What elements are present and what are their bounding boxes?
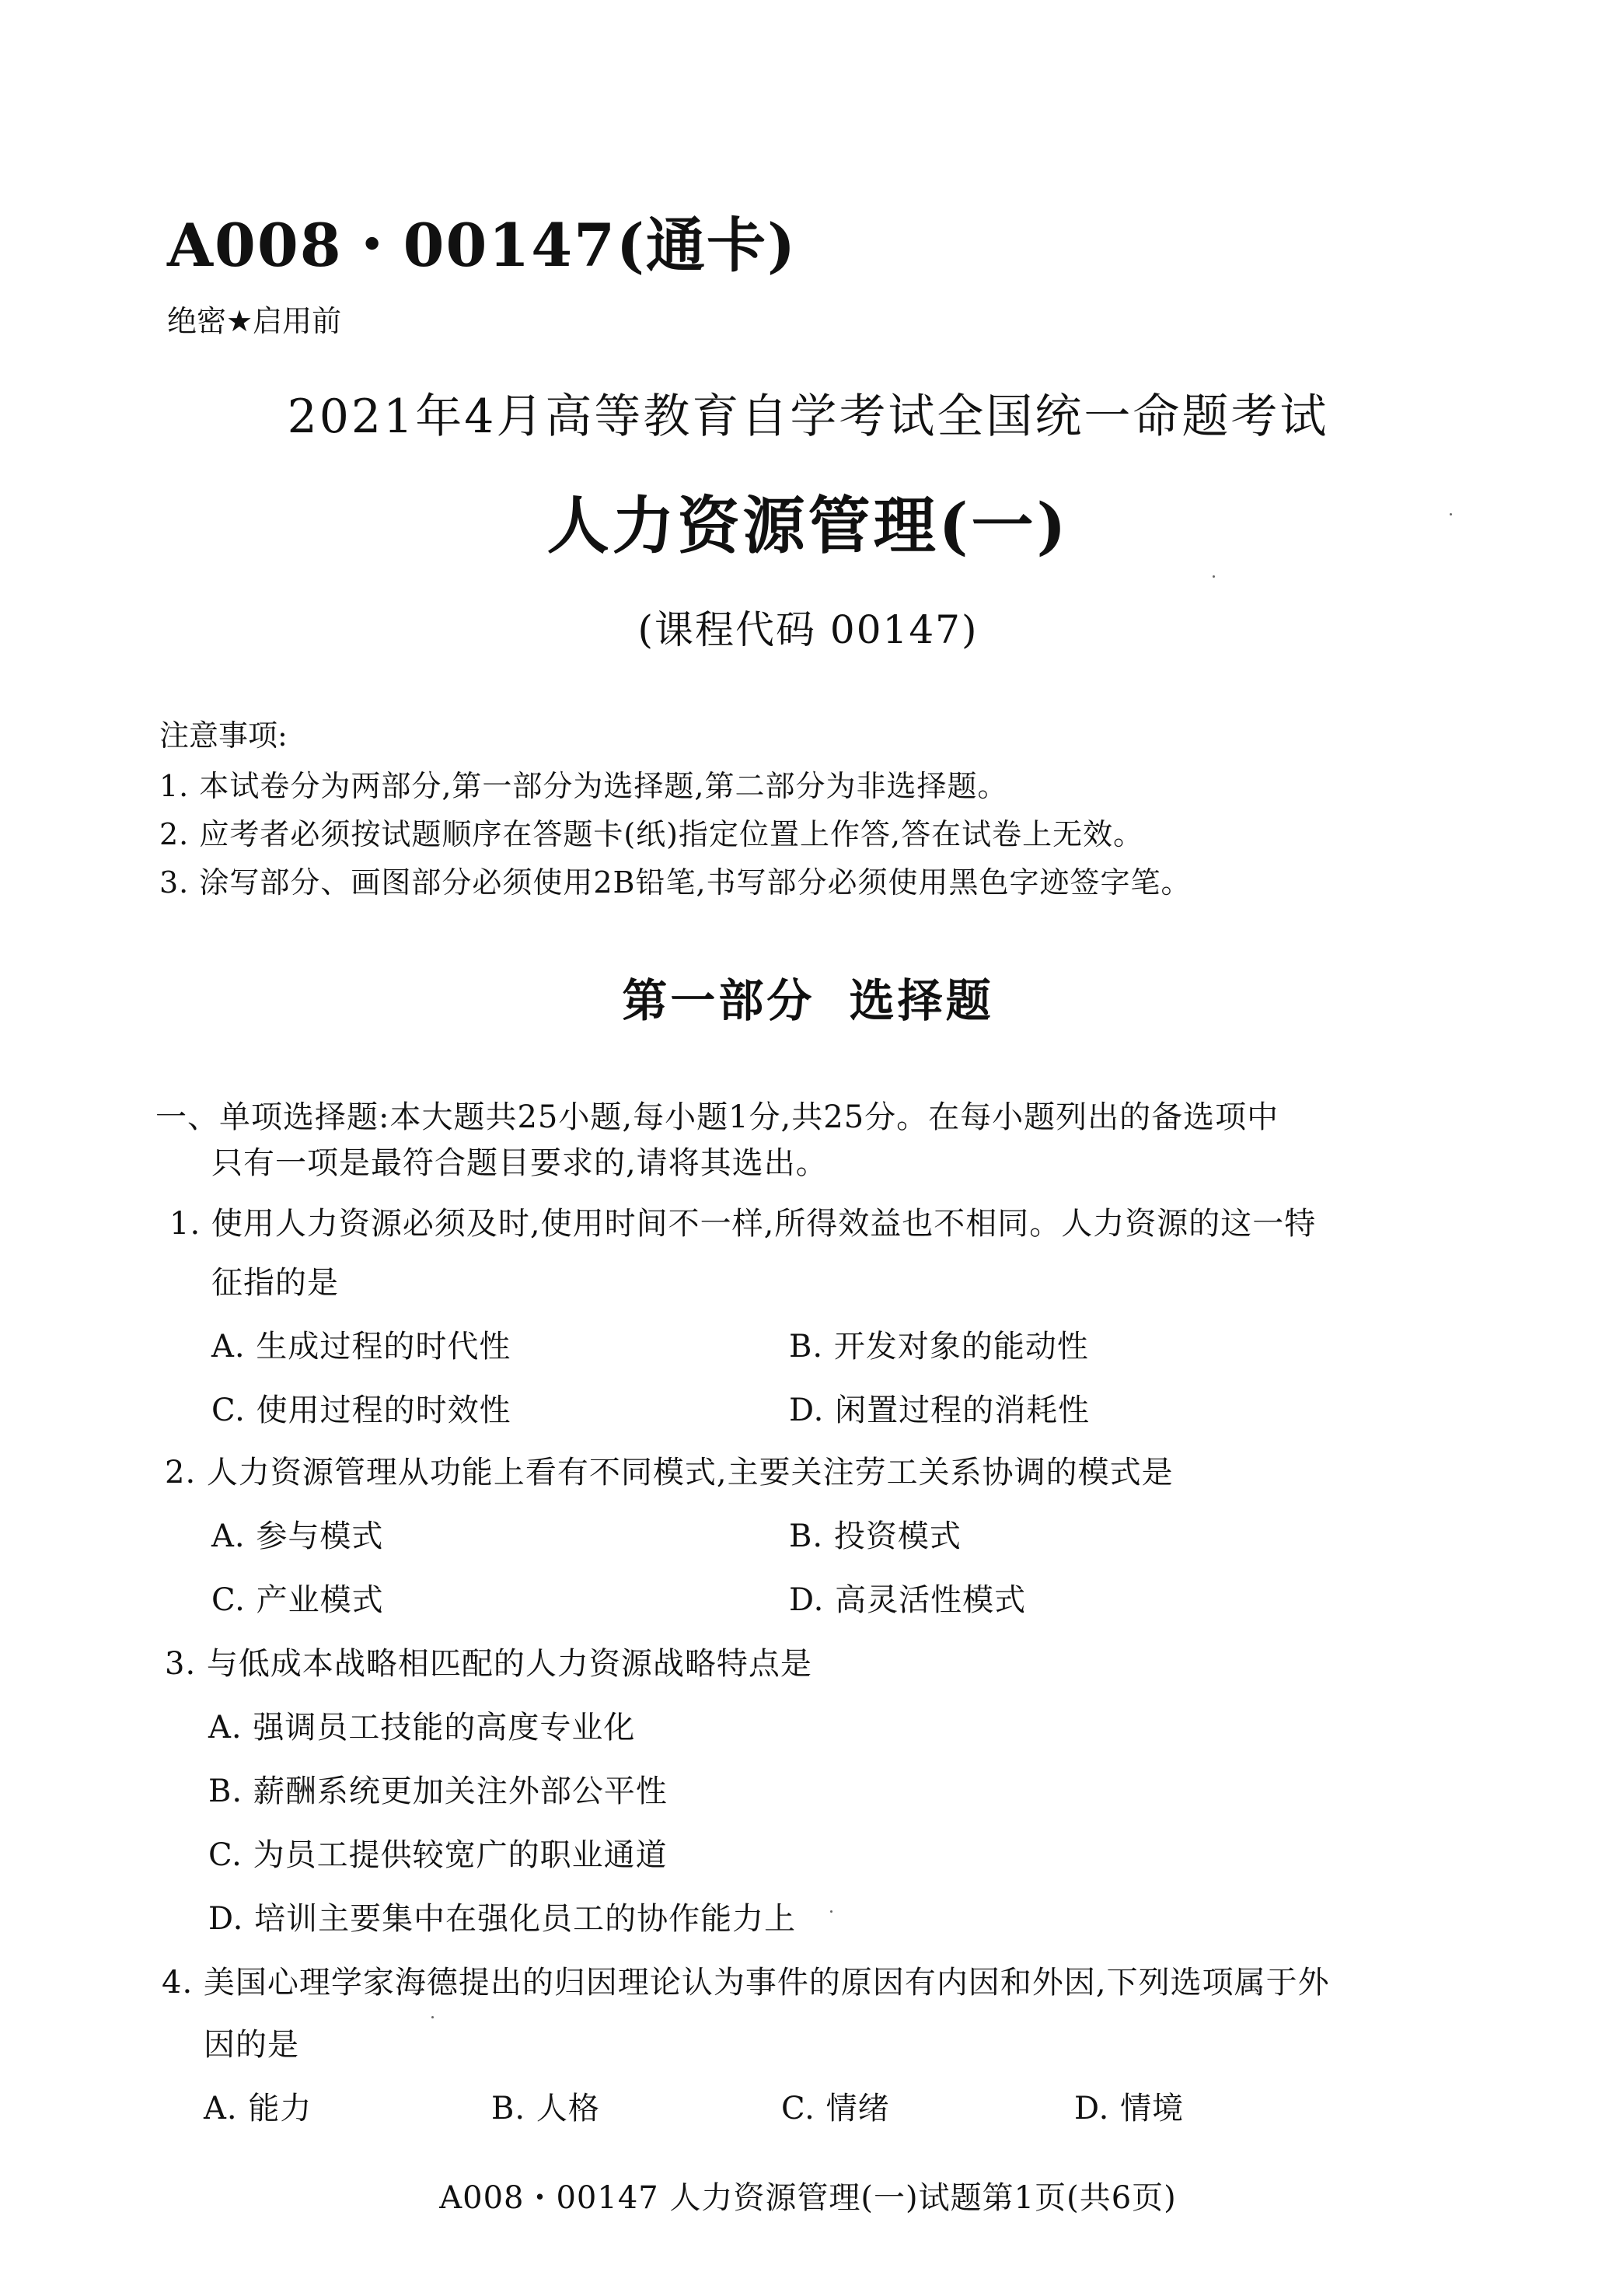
question-3-option-c: C. 为员工提供较宽广的职业通道 (208, 1837, 668, 1873)
scan-speck (1450, 513, 1452, 515)
exam-name: 2021年4月高等教育自学考试全国统一命题考试 (287, 390, 1329, 444)
part-one-heading: 第一部分 选择题 (622, 974, 994, 1027)
notice-heading: 注意事项: (159, 718, 288, 753)
question-3-option-d: D. 培训主要集中在强化员工的协作能力上 (208, 1901, 797, 1937)
section-instructions: 一、单项选择题:本大题共25小题,每小题1分,共25分。在每小题列出的备选项中 (155, 1099, 1279, 1135)
question-3-option-a: A. 强调员工技能的高度专业化 (208, 1710, 636, 1746)
notice-item: 3. 涂写部分、画图部分必须使用2B铅笔,书写部分必须使用黑色字迹签字笔。 (159, 865, 1192, 900)
question-4-option-a: A. 能力 (204, 2091, 312, 2127)
scan-speck (431, 2016, 434, 2018)
question-1-option-d: D. 闲置过程的消耗性 (789, 1393, 1091, 1428)
notice-item: 1. 本试卷分为两部分,第一部分为选择题,第二部分为非选择题。 (159, 769, 1008, 803)
question-1-option-c: C. 使用过程的时效性 (211, 1393, 511, 1428)
confidential-label: 绝密★启用前 (167, 304, 342, 338)
question-1-option-b: B. 开发对象的能动性 (789, 1329, 1089, 1365)
course-code: (课程代码 00147) (637, 607, 979, 652)
question-4-option-d: D. 情境 (1074, 2091, 1185, 2127)
question-4-option-c: C. 情绪 (781, 2091, 890, 2127)
scan-speck (830, 1910, 832, 1913)
subject-title: 人力资源管理(一) (546, 489, 1070, 562)
question-1-stem: 1. 使用人力资源必须及时,使用时间不一样,所得效益也不相同。人力资源的这一特 (169, 1206, 1317, 1242)
question-4-stem-cont: 因的是 (204, 2027, 299, 2063)
question-2-stem: 2. 人力资源管理从功能上看有不同模式,主要关注劳工关系协调的模式是 (165, 1455, 1174, 1490)
question-4-option-b: B. 人格 (491, 2091, 600, 2127)
question-3-stem: 3. 与低成本战略相匹配的人力资源战略特点是 (165, 1646, 812, 1682)
question-1-stem-cont: 征指的是 (211, 1265, 339, 1301)
question-4-stem: 4. 美国心理学家海德提出的归因理论认为事件的原因有内因和外因,下列选项属于外 (162, 1965, 1330, 2001)
scan-speck (1213, 575, 1215, 578)
section-instructions-cont: 只有一项是最符合题目要求的,请将其选出。 (211, 1145, 828, 1181)
page-footer: A008・00147 人力资源管理(一)试题第1页(共6页) (439, 2180, 1177, 2216)
question-2-option-a: A. 参与模式 (211, 1518, 384, 1554)
question-2-option-b: B. 投资模式 (789, 1518, 962, 1554)
question-3-option-b: B. 薪酬系统更加关注外部公平性 (208, 1774, 668, 1809)
question-1-option-a: A. 生成过程的时代性 (211, 1329, 511, 1365)
paper-code-title: A008・00147(通卡) (167, 211, 797, 280)
question-2-option-c: C. 产业模式 (211, 1582, 384, 1618)
question-2-option-d: D. 高灵活性模式 (789, 1582, 1027, 1618)
notice-item: 2. 应考者必须按试题顺序在答题卡(纸)指定位置上作答,答在试卷上无效。 (159, 817, 1144, 851)
